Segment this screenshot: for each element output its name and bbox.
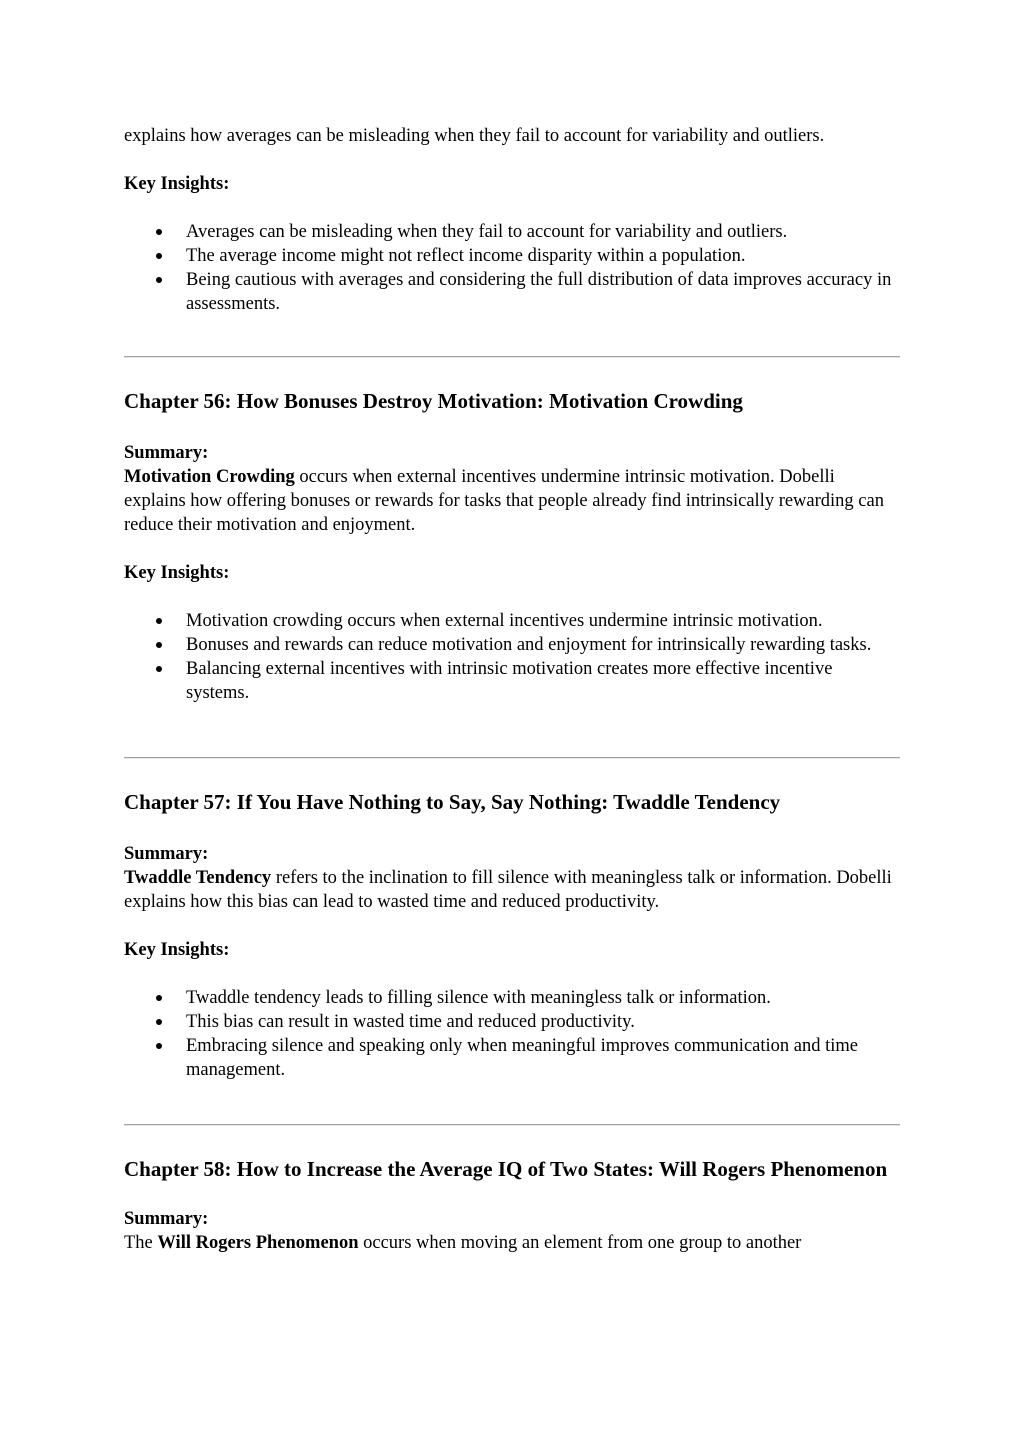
summary-label: Summary: bbox=[124, 844, 209, 864]
chapter-58-heading: Chapter 58: How to Increase the Average IQ of Two States: Will Rogers Phenomenon bbox=[124, 1157, 888, 1181]
key-insights-label: Key Insights: bbox=[124, 563, 230, 583]
key-insights-label: Key Insights: bbox=[124, 174, 230, 194]
key-insights-label: Key Insights: bbox=[124, 940, 230, 960]
summary-text: occurs when external incentives undermine intrinsic motivation. Dobelli explains how offering bonuses or rewards for tasks that people already find intrinsically rewarding can reduce their motivation and enjoyment. bbox=[124, 467, 884, 535]
summary-label: Summary: bbox=[124, 1209, 209, 1229]
summary-prefix: The bbox=[124, 1233, 158, 1253]
list-item: Motivation crowding occurs when external incentives undermine intrinsic motivation. bbox=[124, 609, 900, 633]
chapter-57-heading: Chapter 57: If You Have Nothing to Say, Say Nothing: Twaddle Tendency bbox=[124, 790, 781, 814]
insights-list bbox=[124, 609, 900, 705]
term: Will Rogers Phenomenon bbox=[157, 1233, 359, 1253]
summary-text: occurs when moving an element from one group to another bbox=[358, 1233, 802, 1253]
chapter-56-heading: Chapter 56: How Bonuses Destroy Motivation: Motivation Crowding bbox=[124, 389, 743, 413]
document-page bbox=[124, 124, 900, 1255]
list-item: Embracing silence and speaking only when meaningful improves communication and time management. bbox=[124, 1034, 900, 1082]
term: Motivation Crowding bbox=[124, 467, 295, 487]
chapter-57-summary bbox=[124, 866, 900, 914]
list-item: Twaddle tendency leads to filling silence with meaningless talk or information. bbox=[124, 986, 900, 1010]
term: Twaddle Tendency bbox=[124, 868, 272, 888]
list-item: Being cautious with averages and considering the full distribution of data improves accuracy in assessments. bbox=[124, 268, 900, 316]
chapter-58-summary bbox=[124, 1231, 900, 1255]
list-item: Averages can be misleading when they fail to account for variability and outliers. bbox=[124, 220, 900, 244]
summary-text: refers to the inclination to fill silence with meaningless talk or information. Dobelli explains how this bias can lead to wasted time and reduced productivity. bbox=[124, 868, 892, 912]
chapter-56-summary bbox=[124, 465, 900, 537]
list-item: Balancing external incentives with intrinsic motivation creates more effective incentive systems. bbox=[124, 657, 900, 705]
intro-paragraph: explains how averages can be misleading when they fail to account for variability and outliers. bbox=[124, 126, 825, 146]
insights-list bbox=[124, 220, 900, 316]
summary-label: Summary: bbox=[124, 443, 209, 463]
list-item: This bias can result in wasted time and reduced productivity. bbox=[124, 1010, 900, 1034]
insights-list bbox=[124, 986, 900, 1082]
list-item: The average income might not reflect income disparity within a population. bbox=[124, 244, 900, 268]
list-item: Bonuses and rewards can reduce motivation and enjoyment for intrinsically rewarding tasks. bbox=[124, 633, 900, 657]
